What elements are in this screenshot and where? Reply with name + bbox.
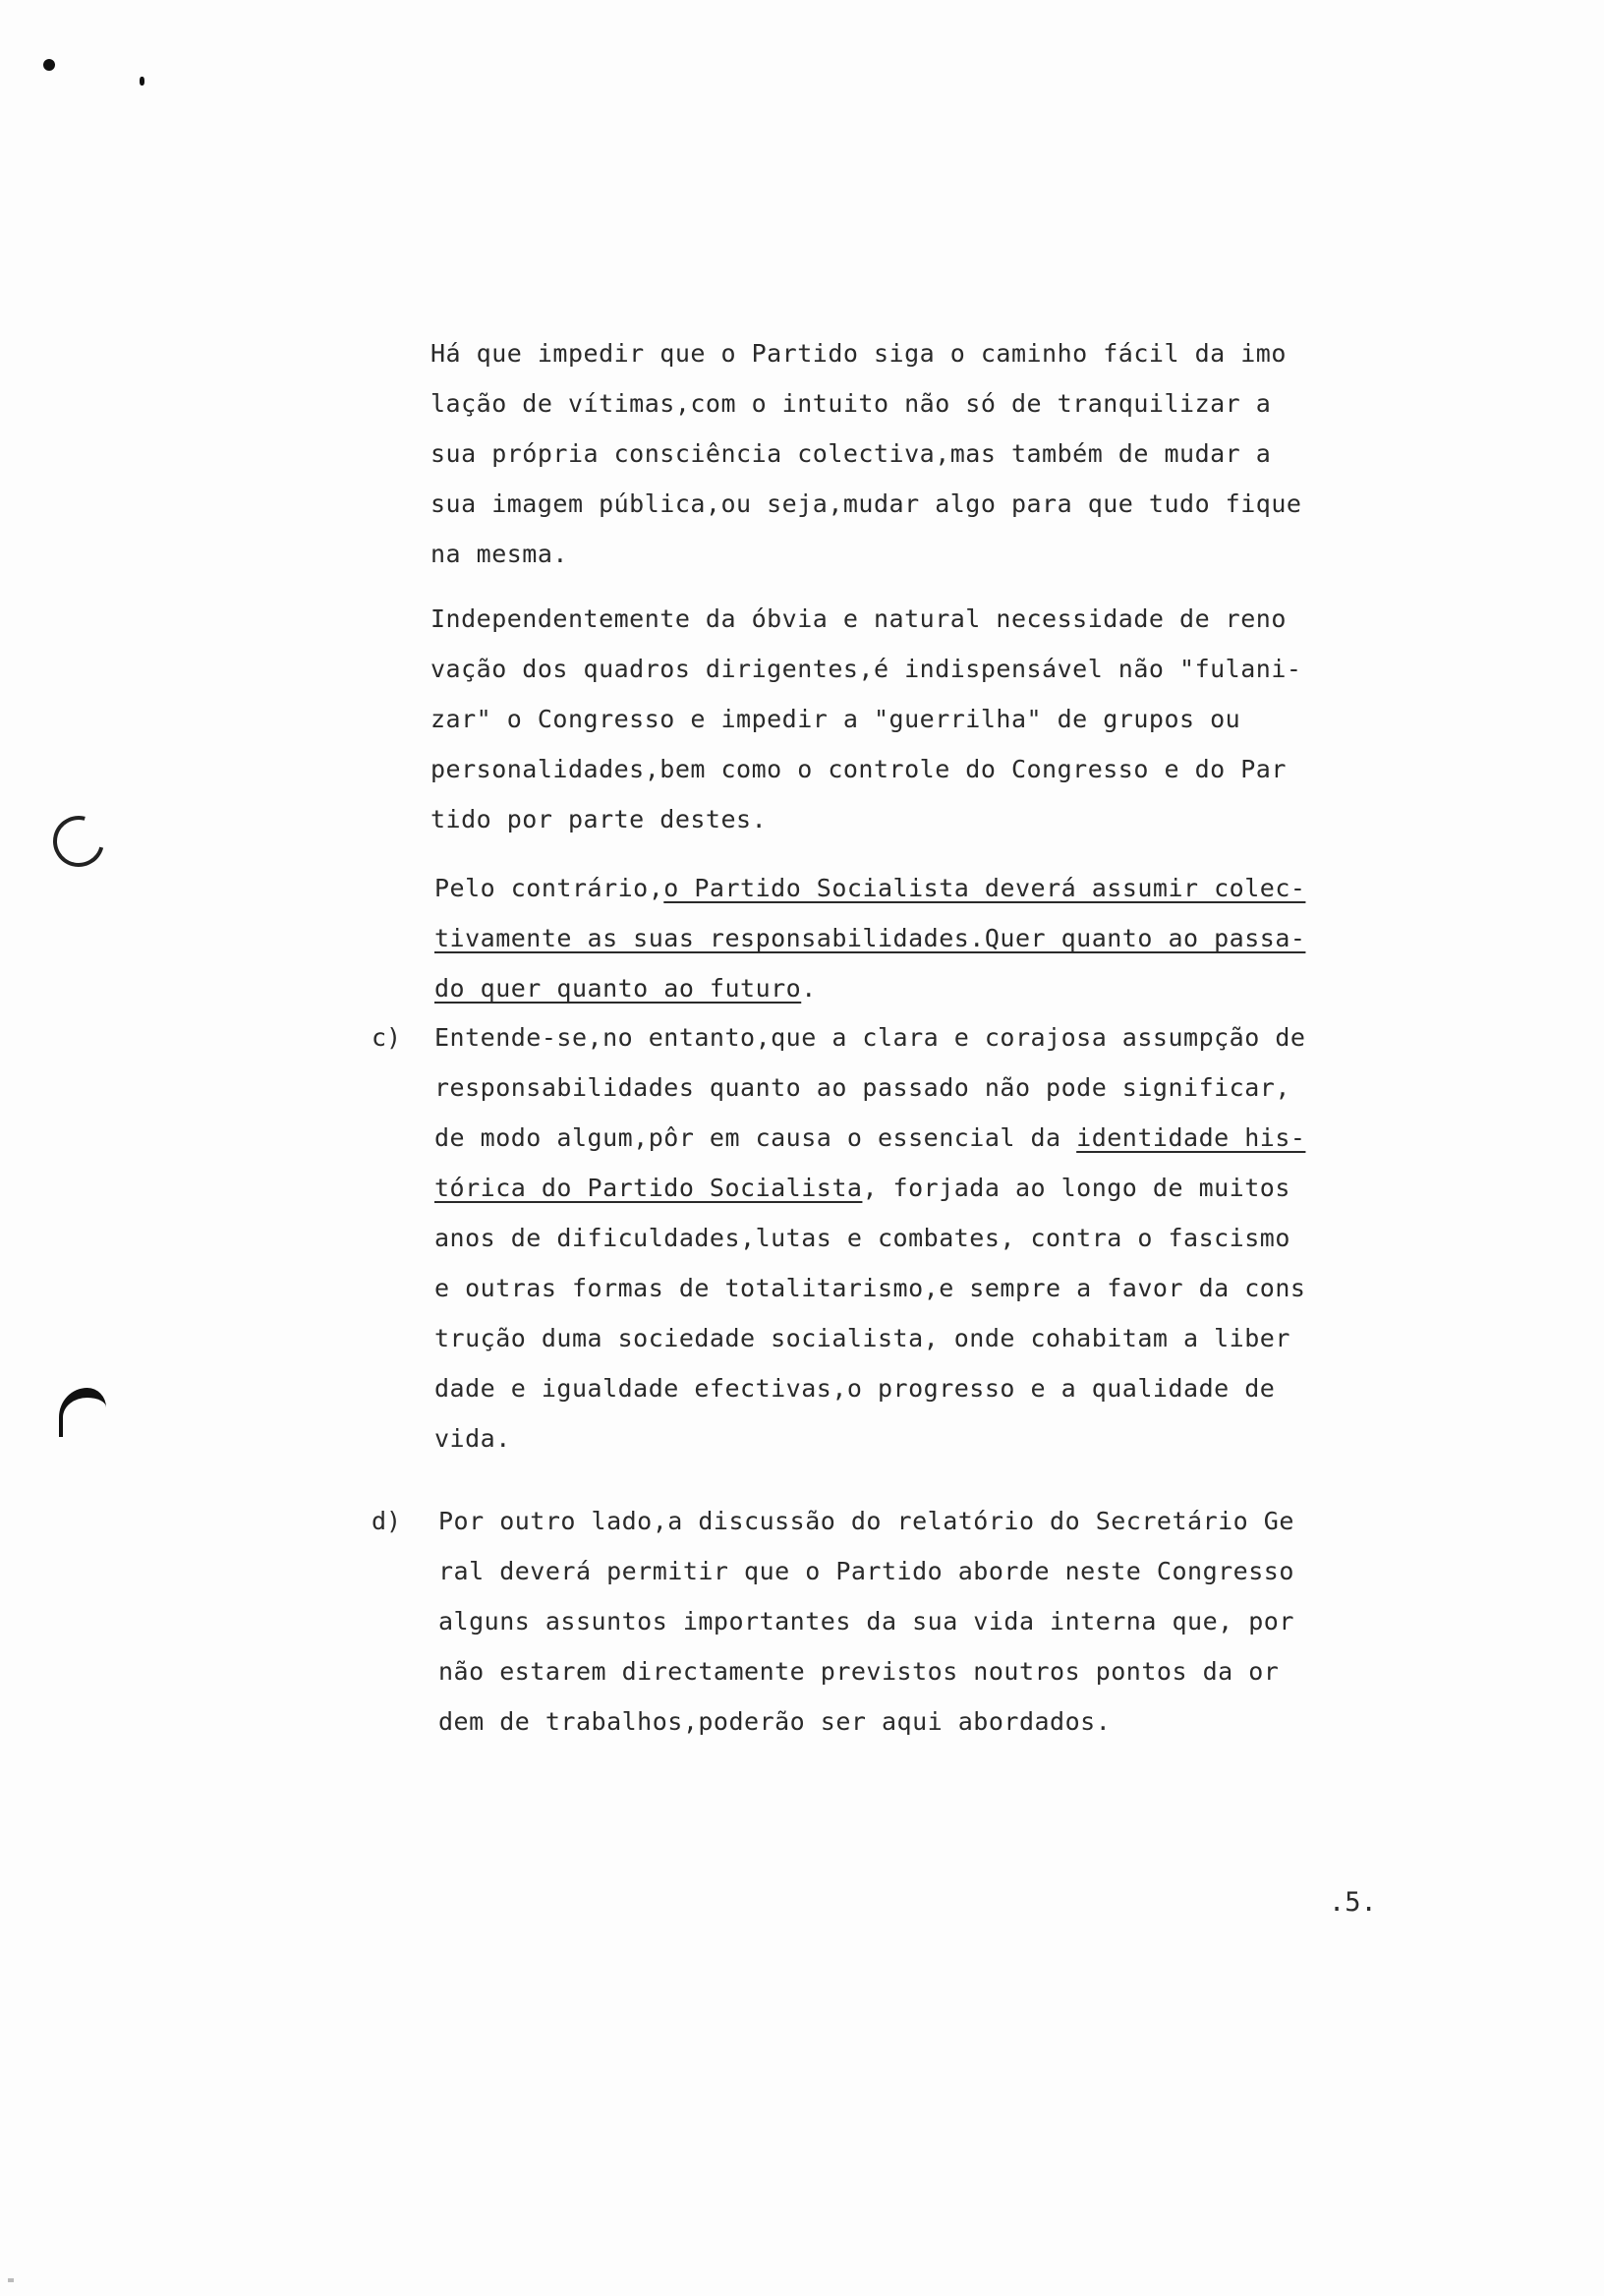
text-plain: .: [801, 974, 817, 1003]
text-line: não estarem directamente previstos noutros pontos da or: [438, 1657, 1280, 1686]
underlined-text: tórica do Partido Socialista: [434, 1174, 863, 1202]
text-line: vação dos quadros dirigentes,é indispensável não "fulani-: [430, 655, 1302, 683]
paragraph-2: [430, 594, 1374, 844]
punch-hole-mark-upper: [43, 806, 113, 876]
text-line: vida.: [434, 1424, 511, 1453]
page-number: .5.: [1329, 1887, 1377, 1918]
text-line: [434, 963, 1378, 1013]
text-line: [434, 913, 1378, 963]
text-line: sua imagem pública,ou seja,mudar algo para que tudo fique: [430, 489, 1302, 518]
underlined-text: tivamente as suas responsabilidades.Quer quanto ao passa-: [434, 924, 1306, 952]
underlined-text: o Partido Socialista deverá assumir colec-: [663, 874, 1306, 902]
text-line: responsabilidades quanto ao passado não pode significar,: [434, 1073, 1290, 1102]
text-line: zar" o Congresso e impedir a "guerrilha" de grupos ou: [430, 705, 1241, 733]
item-d-marker: d): [372, 1507, 402, 1535]
underlined-text: do quer quanto ao futuro: [434, 974, 802, 1003]
text-line: dem de trabalhos,poderão ser aqui abordados.: [438, 1707, 1112, 1736]
text-plain: de modo algum,pôr em causa o essencial da: [434, 1123, 1077, 1152]
text-line: anos de dificuldades,lutas e combates, contra o fascismo: [434, 1224, 1290, 1252]
item-c-paragraph: [434, 1012, 1378, 1464]
text-line: Entende-se,no entanto,que a clara e corajosa assumpção de: [434, 1023, 1306, 1052]
text-line: [434, 1163, 1378, 1213]
binder-hole-mark-small: [140, 77, 144, 86]
item-d-paragraph: [438, 1496, 1382, 1747]
text-line: trução duma sociedade socialista, onde cohabitam a liber: [434, 1324, 1290, 1352]
text-line: Há que impedir que o Partido siga o caminho fácil da imo: [430, 339, 1287, 368]
text-plain: , forjada ao longo de muitos: [862, 1174, 1290, 1202]
text-line: [434, 1113, 1378, 1163]
text-line: e outras formas de totalitarismo,e sempre a favor da cons: [434, 1274, 1306, 1302]
text-line: na mesma.: [430, 540, 568, 568]
text-plain: Pelo contrário,: [434, 874, 664, 902]
text-line: Por outro lado,a discussão do relatório do Secretário Ge: [438, 1507, 1294, 1535]
text-line: alguns assuntos importantes da sua vida interna que, por: [438, 1607, 1294, 1636]
scan-speck: [8, 2278, 14, 2282]
text-line: personalidades,bem como o controle do Congresso e do Par: [430, 755, 1287, 783]
text-line: [434, 863, 1378, 913]
text-line: dade e igualdade efectivas,o progresso e a qualidade de: [434, 1374, 1276, 1403]
text-line: sua própria consciência colectiva,mas também de mudar a: [430, 439, 1272, 468]
item-c-marker: c): [372, 1023, 402, 1052]
text-line: tido por parte destes.: [430, 805, 768, 833]
paragraph-3: [434, 863, 1378, 1013]
paragraph-1: [430, 328, 1374, 579]
underlined-text: identidade his-: [1076, 1123, 1306, 1152]
text-line: ral deverá permitir que o Partido aborde neste Congresso: [438, 1557, 1294, 1585]
punch-hole-mark-lower: [59, 1388, 106, 1437]
text-line: lação de vítimas,com o intuito não só de tranquilizar a: [430, 389, 1272, 418]
binder-hole-mark: [43, 59, 55, 71]
text-line: Independentemente da óbvia e natural necessidade de reno: [430, 604, 1287, 633]
